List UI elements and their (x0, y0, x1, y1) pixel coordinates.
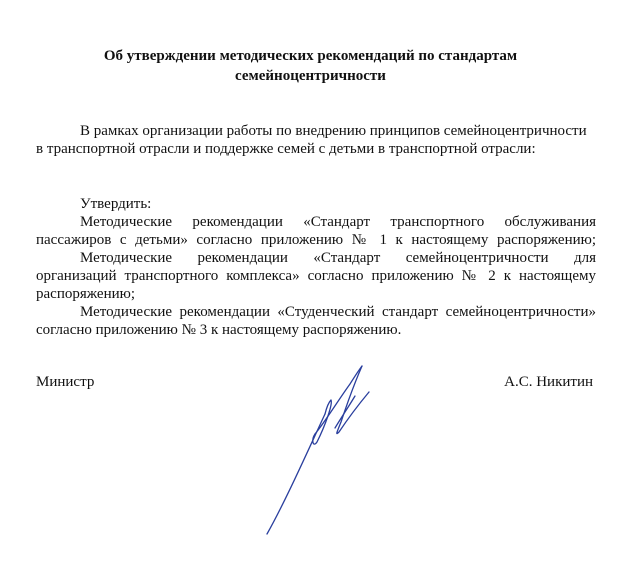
item3-line-2: согласно приложению № 3 к настоящему распоряжению. (36, 322, 402, 338)
title-line-1: Об утверждении методических рекомендаций по стандартам (103, 48, 518, 64)
signatory-position: Министр (36, 374, 95, 390)
item1-line-2: пассажиров с детьми» согласно приложению № 1 к настоящему распоряжению; (36, 232, 596, 248)
item2-line-3: распоряжению; (36, 286, 135, 302)
title-line-2: семейноцентричности (235, 68, 386, 84)
item1-line-1: Методические рекомендации «Стандарт транспортного обслуживания (80, 214, 596, 230)
handwritten-signature (255, 362, 395, 542)
intro-line-2: в транспортной отрасли и поддержке семей с детьми в транспортной отрасли: (36, 141, 536, 157)
signatory-name: А.С. Никитин (504, 374, 593, 390)
item2-line-2: организаций транспортного комплекса» согласно приложению № 2 к настоящему (36, 268, 596, 284)
intro-paragraph (36, 122, 596, 158)
item3-line-1: Методические рекомендации «Студенческий стандарт семейноцентричности» (80, 304, 596, 320)
approve-heading: Утвердить: (80, 196, 152, 212)
approve-section (36, 195, 596, 339)
document-title (0, 46, 621, 86)
item2-line-1: Методические рекомендации «Стандарт семейноцентричности для (80, 250, 596, 266)
intro-line-1: В рамках организации работы по внедрению принципов семейноцентричности (80, 123, 587, 139)
